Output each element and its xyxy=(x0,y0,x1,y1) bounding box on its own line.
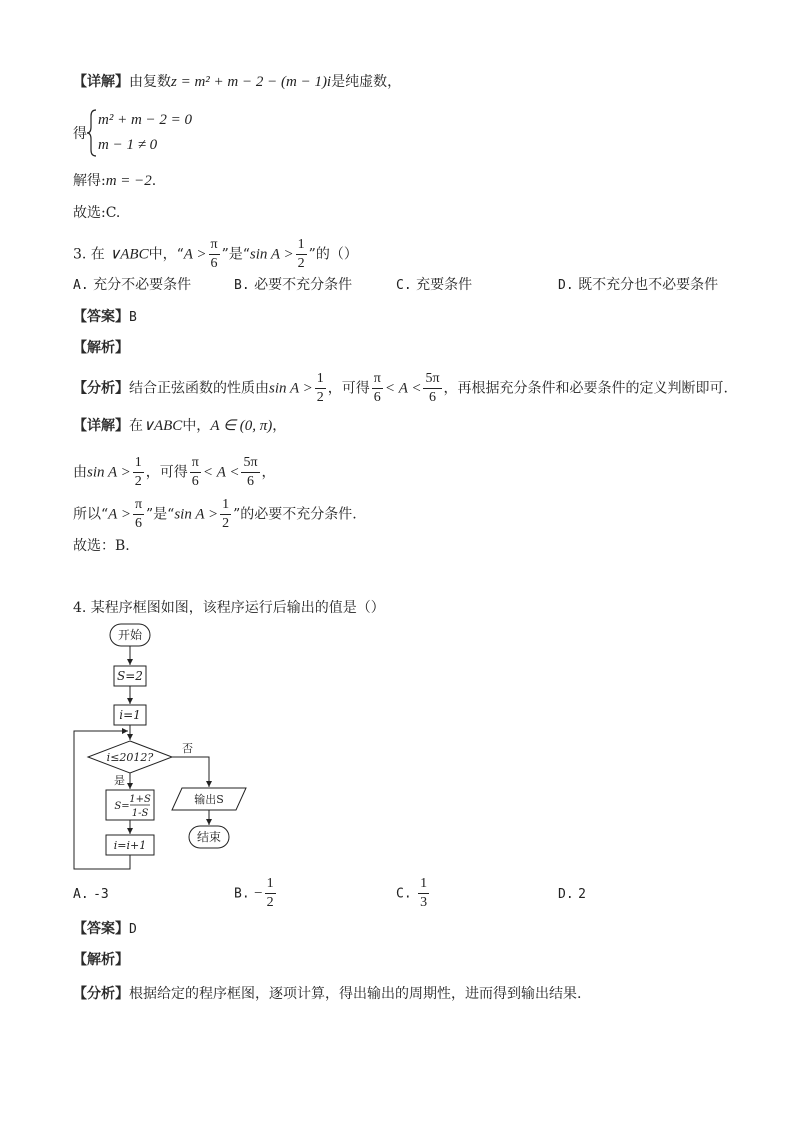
de-label: 得 xyxy=(73,126,87,142)
stem-text: 中，“ xyxy=(148,246,184,263)
q4-analysis-tag: 【解析】 xyxy=(73,952,129,968)
complex-expr: z = m² + m − 2 − (m − 1)i xyxy=(171,74,332,90)
program-flowchart xyxy=(70,620,260,875)
equation-2: m − 1 ≠ 0 xyxy=(98,137,158,153)
flow-start-label: 开始 xyxy=(117,628,143,642)
triangle-abc: ∨ABC xyxy=(109,246,149,263)
stem-prefix: 3. 在 xyxy=(73,246,105,263)
cond-sin: sin A > xyxy=(249,246,294,263)
q3-fenxi-line: 【分析】结合正弦函数的性质由sin A > $\frac{1}{2}$ ，可得 $\frac{\pi}{6}$ < A < $\frac{5\pi}{6}$ ，再根据充分条件和必要条件的定义判断即可. xyxy=(73,371,728,405)
solve-line xyxy=(73,171,156,191)
stem-text: ”是“ xyxy=(221,246,250,263)
solve-end: . xyxy=(151,173,157,189)
equation-1: m² + m − 2 = 0 xyxy=(98,112,193,128)
q3-answer: B xyxy=(129,310,137,325)
flow-incr-label: i=i+1 xyxy=(113,839,147,852)
q3-option-d[interactable]: D. 既不充分也不必要条件 xyxy=(558,277,719,293)
q4-option-a[interactable]: A. -3 xyxy=(73,887,109,902)
q2-choose: 故选:C. xyxy=(73,205,121,221)
flow-update-den: 1-S xyxy=(131,808,149,819)
q3-option-a[interactable]: A. 充分不必要条件 xyxy=(73,277,192,293)
detail-text: 由复数 xyxy=(129,74,171,90)
q2-detail-line xyxy=(73,72,401,92)
left-brace-icon xyxy=(86,108,98,158)
flow-end-label: 结束 xyxy=(196,830,222,844)
q4-answer: D xyxy=(129,922,137,937)
q4-option-d[interactable]: D. 2 xyxy=(558,887,586,902)
q3-detail-1: 【详解】在∨ABC中，A ∈ (0, π)， xyxy=(73,418,287,434)
q4-stem: 4. 某程序框图如图，该程序运行后输出的值是（） xyxy=(73,600,385,616)
solve-value: m = −2 xyxy=(105,173,152,189)
solve-label: 解得: xyxy=(73,173,106,189)
fraction-1-2: $\frac{1}{2}$ xyxy=(297,237,305,271)
q3-choose: 故选：B. xyxy=(73,538,130,554)
q4-fenxi-line: 【分析】根据给定的程序框图，逐项计算，得出输出的周期性，进而得到输出结果. xyxy=(73,986,582,1002)
cond-a: A > xyxy=(183,246,207,263)
fraction-pi-6: $\frac{\pi}{6}$ xyxy=(210,237,218,271)
detail-tag: 【详解】 xyxy=(73,74,129,90)
q3-detail-3: 所以“A > $\frac{\pi}{6}$ ”是“sin A > $\frac{1}{2}$ ”的必要不充分条件. xyxy=(73,497,357,531)
q3-option-c[interactable]: C. 充要条件 xyxy=(396,277,473,293)
q3-analysis-tag: 【解析】 xyxy=(73,340,129,356)
flow-update-num: 1+S xyxy=(129,794,151,805)
flow-update-lhs: S= xyxy=(114,801,130,812)
q3-answer-line: 【答案】B xyxy=(73,309,137,325)
q3-detail-2: 由sin A > $\frac{1}{2}$ ，可得 $\frac{\pi}{6}$ < A < $\frac{5\pi}{6}$ ， xyxy=(73,455,276,489)
flow-yes-label: 是 xyxy=(114,774,125,787)
detail-text: 是纯虚数， xyxy=(331,74,402,90)
flow-output-label: 输出S xyxy=(194,793,224,806)
q4-option-c[interactable]: C. $\frac{1}{3}$ xyxy=(396,876,428,910)
flow-i-init-label: i=1 xyxy=(119,708,141,722)
flow-s-init-label: S=2 xyxy=(117,669,143,683)
flow-condition-label: i≤2012? xyxy=(106,751,154,764)
q3-option-b[interactable]: B. 必要不充分条件 xyxy=(234,277,353,293)
q4-answer-line: 【答案】D xyxy=(73,921,137,937)
stem-text: ”的（） xyxy=(308,246,358,263)
q3-stem xyxy=(73,238,358,271)
flow-no-label: 否 xyxy=(182,742,193,755)
q4-option-b[interactable]: B. − $\frac{1}{2}$ xyxy=(234,876,274,910)
